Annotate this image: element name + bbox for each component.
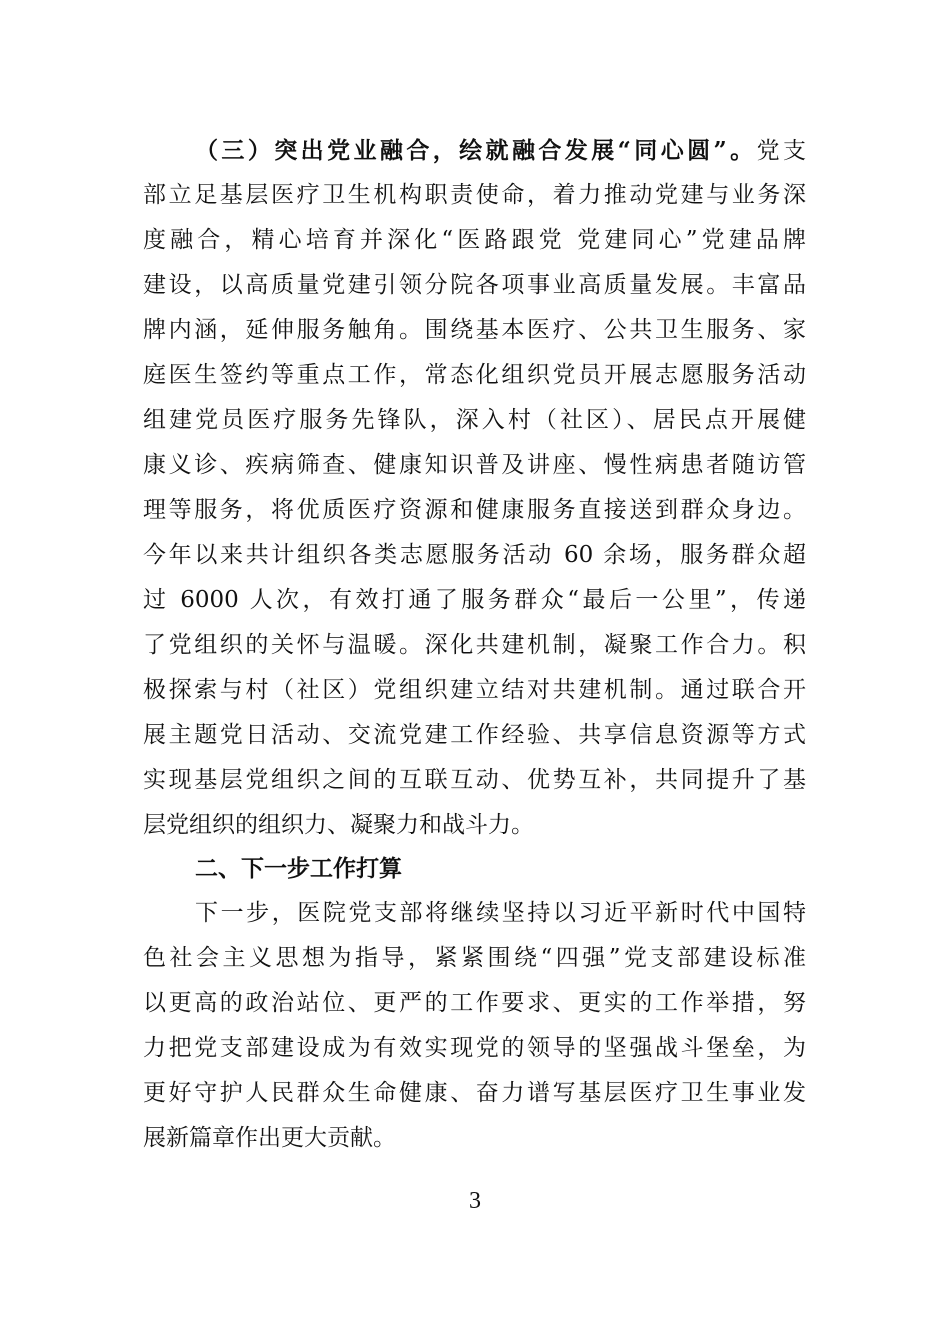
- paragraph-line: 过 6000 人次，有效打通了服务群众“最后一公里”，传递: [143, 587, 806, 613]
- paragraph-line: 庭医生签约等重点工作，常态化组织党员开展志愿服务活动: [143, 362, 806, 388]
- paragraph-line: 更好守护人民群众生命健康、奋力谱写基层医疗卫生事业发: [143, 1080, 806, 1106]
- paragraph-line: 力把党支部建设成为有效实现党的领导的坚强战斗堡垒，为: [143, 1035, 806, 1061]
- document-body: [143, 128, 806, 1161]
- paragraph-line: 部立足基层医疗卫生机构职责使命，着力推动党建与业务深: [143, 182, 806, 208]
- paragraph-line: 建设，以高质量党建引领分院各项事业高质量发展。丰富品: [143, 272, 806, 298]
- paragraph-text: 党支: [756, 138, 806, 164]
- paragraph-line: [143, 128, 806, 173]
- paragraph-line: 了党组织的关怀与温暖。深化共建机制，凝聚工作合力。积: [143, 632, 806, 658]
- paragraph-line: 展新篇章作出更大贡献。: [143, 1125, 396, 1151]
- paragraph-line: 以更高的政治站位、更严的工作要求、更实的工作举措，努: [143, 990, 806, 1016]
- paragraph-line: 理等服务，将优质医疗资源和健康服务直接送到群众身边。: [143, 497, 806, 523]
- paragraph-line: 极探索与村（社区）党组织建立结对共建机制。通过联合开: [143, 677, 806, 703]
- paragraph-line: 今年以来共计组织各类志愿服务活动 60 余场，服务群众超: [143, 542, 806, 568]
- paragraph-line: 实现基层党组织之间的互联互动、优势互补，共同提升了基: [143, 767, 806, 793]
- paragraph-line: 牌内涵，延伸服务触角。围绕基本医疗、公共卫生服务、家: [143, 317, 806, 343]
- paragraph-line: 层党组织的组织力、凝聚力和战斗力。: [143, 812, 534, 838]
- paragraph-line: 度融合，精心培育并深化“医路跟党 党建同心”党建品牌: [143, 227, 806, 253]
- paragraph-line: 下一步，医院党支部将继续坚持以习近平新时代中国特: [195, 900, 806, 926]
- paragraph-line: 展主题党日活动、交流党建工作经验、共享信息资源等方式: [143, 722, 806, 748]
- paragraph-line: 康义诊、疾病筛查、健康知识普及讲座、慢性病患者随访管: [143, 452, 806, 478]
- section-heading: 二、下一步工作打算: [195, 856, 402, 882]
- paragraph-line: 色社会主义思想为指导，紧紧围绕“四强”党支部建设标准: [143, 945, 806, 971]
- page-number: 3: [469, 1188, 481, 1214]
- paragraph-line: 组建党员医疗服务先锋队，深入村（社区）、居民点开展健: [143, 407, 806, 433]
- section-subheading: （三）突出党业融合，绘就融合发展“同心圆”。: [195, 137, 757, 164]
